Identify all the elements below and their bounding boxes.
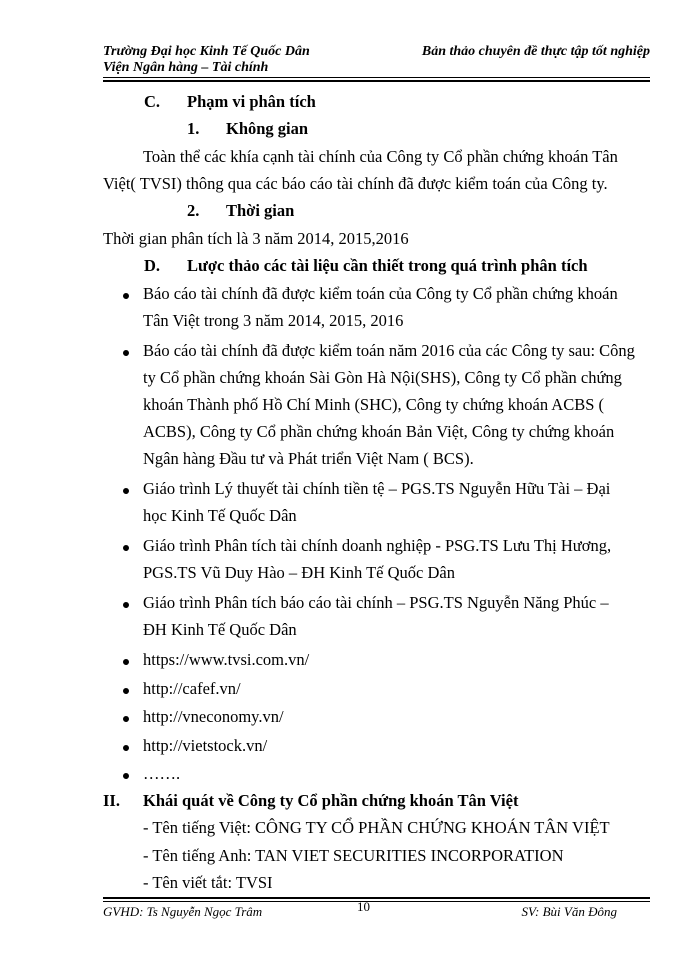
list-item-line: Ngân hàng Đầu tư và Phát triển Việt Nam ( BCS). [143,449,474,468]
list-item-line: Báo cáo tài chính đã được kiểm toán năm 2016 của các Công ty sau: Công [143,341,635,360]
company-english-name: - Tên tiếng Anh: TAN VIET SECURITIES INCORPORATION [143,846,564,865]
list-item-line: Giáo trình Phân tích báo cáo tài chính – PSG.TS Nguyễn Năng Phúc – [143,593,609,612]
header-school: Trường Đại học Kinh Tế Quốc Dân [103,44,310,59]
footer-advisor: GVHD: Ts Nguyễn Ngọc Trâm [103,904,263,919]
bullet-icon [123,745,129,751]
footer-rule-thick [103,897,650,899]
reference-link[interactable]: http://vietstock.vn/ [143,736,268,755]
section-ii-number: II. [103,791,120,810]
list-item-line: Báo cáo tài chính đã được kiểm toán của Công ty Cổ phần chứng khoán [143,284,618,303]
section-c-title: Phạm vi phân tích [187,92,316,111]
header-rule-thick [103,80,650,82]
list-item-line: PGS.TS Vũ Duy Hào – ĐH Kinh Tế Quốc Dân [143,563,455,582]
list-item-line: học Kinh Tế Quốc Dân [143,506,297,525]
bullet-icon [123,293,129,299]
paragraph-scope-line2: Việt( TVSI) thông qua các báo cáo tài chính đã được kiểm toán của Công ty. [103,174,608,193]
paragraph-scope-line1: Toàn thể các khía cạnh tài chính của Công ty Cổ phần chứng khoán Tân [143,147,618,166]
list-item-line: khoán Thành phố Hồ Chí Minh (SHC), Công ty chứng khoán ACBS ( [143,395,605,414]
footer-student: SV: Bùi Văn Đông [521,904,617,919]
bullet-icon [123,688,129,694]
bullet-icon [123,350,129,356]
bullet-icon [123,545,129,551]
bullet-icon [123,773,129,779]
list-item-line: Giáo trình Phân tích tài chính doanh nghiệp - PSG.TS Lưu Thị Hương, [143,536,612,555]
bullet-icon [123,659,129,665]
reference-link[interactable]: http://cafef.vn/ [143,679,241,698]
bullet-icon [123,488,129,494]
list-item-line: ACBS), Công ty Cổ phần chứng khoán Bản Việt, Công ty chứng khoán [143,422,615,441]
list-item-line: Tân Việt trong 3 năm 2014, 2015, 2016 [143,311,404,330]
subsection-2-title: Thời gian [226,201,295,220]
section-c-number: C. [144,92,161,111]
company-vietnamese-name: - Tên tiếng Việt: CÔNG TY CỔ PHẦN CHỨNG KHOÁN TÂN VIỆT [143,818,610,837]
list-item-line: Giáo trình Lý thuyết tài chính tiền tệ – PGS.TS Nguyễn Hữu Tài – Đại [143,479,611,498]
subsection-1-title: Không gian [226,119,309,138]
list-item-line: ty Cổ phần chứng khoán Sài Gòn Hà Nội(SHS), Công ty Cổ phần chứng [143,368,622,387]
list-item-line: ĐH Kinh Tế Quốc Dân [143,620,297,639]
section-d-title: Lược thảo các tài liệu cần thiết trong quá trình phân tích [187,256,588,275]
reference-link[interactable]: https://www.tvsi.com.vn/ [143,650,310,669]
header-institute: Viện Ngân hàng – Tài chính [103,60,269,75]
section-d-number: D. [144,256,161,275]
subsection-1-number: 1. [187,119,200,138]
footer-rule [103,901,650,902]
company-abbreviation: - Tên viết tắt: TVSI [143,873,273,892]
header-doc-title: Bản thảo chuyên đề thực tập tốt nghiệp [421,44,650,59]
bullet-icon [123,602,129,608]
section-ii-title: Khái quát về Công ty Cổ phần chứng khoán Tân Việt [143,791,519,810]
paragraph-time: Thời gian phân tích là 3 năm 2014, 2015,2016 [103,229,409,248]
bullet-icon [123,716,129,722]
page-number: 10 [357,899,370,914]
header-rule [103,77,650,78]
reference-link[interactable]: http://vneconomy.vn/ [143,707,284,726]
list-item-ellipsis: ……. [143,764,181,783]
subsection-2-number: 2. [187,201,200,220]
